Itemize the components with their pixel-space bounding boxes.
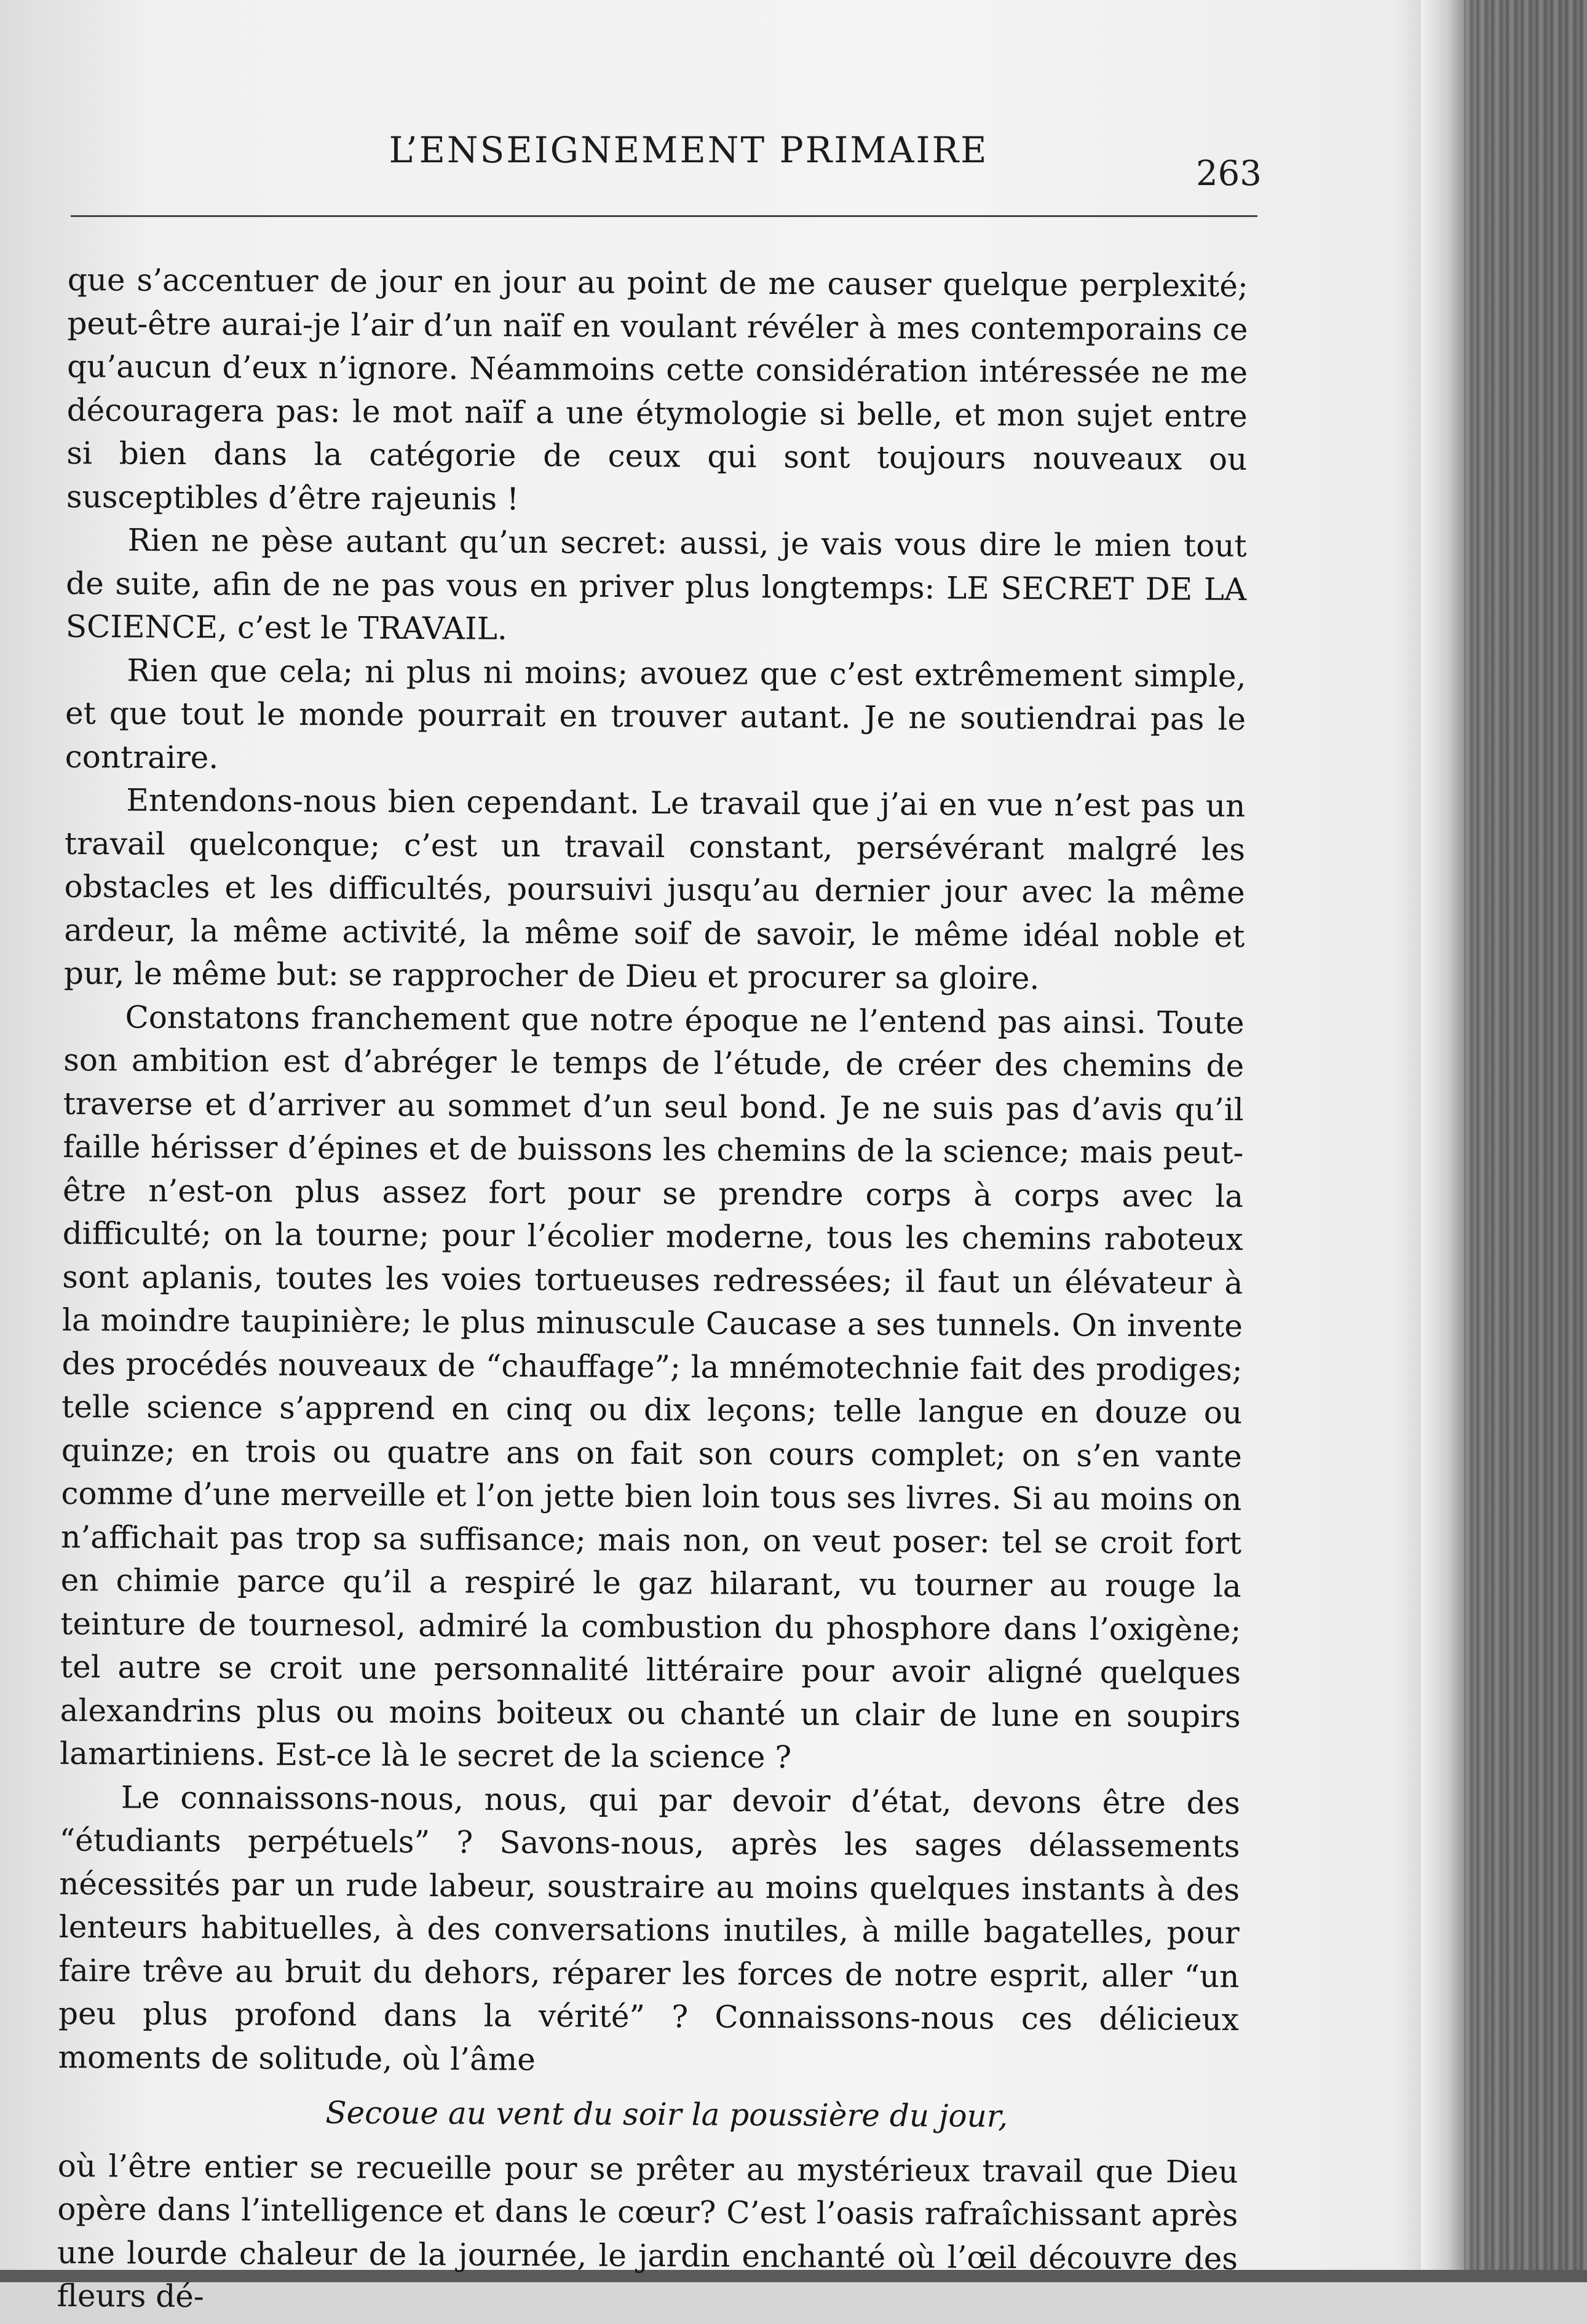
paragraph-continued: que s’accentuer de jour en jour au point de me causer quelque perplexité; peut-être aurai-je l’air d’un naïf en voulant révéler à mes contemporains ce qu’aucun d’eux n’ignore. Néammoins cette considération intéressée ne me découragera pas: le mot naïf a une étymologie si belle, et mon sujet entre si bien dans la catégorie de ceux qui sont toujours nouveaux ou susceptibles d’être rajeunis !: [66, 261, 1248, 517]
paragraph: Rien ne pèse autant qu’un secret: aussi, je vais vous dire le mien tout de suite, afin de ne pas vous en priver plus longtemps: LE SECRET DE LA SCIENCE, c’est le TRAVAIL.: [65, 522, 1247, 647]
closing-paragraph: où l’être entier se recueille pour se prêter au mystérieux travail que Dieu opère dans l’intelligence et dans le cœur? C’est l’oasis rafraîchissant après une lourde chaleur de la journée, le jardin enchanté où l’œil découvre des fleurs dé-: [57, 2148, 1238, 2315]
paragraph: Rien que cela; ni plus ni moins; avouez que c’est extrêmement simple, et que tout le monde pourrait en trouver autant. Je ne soutiendrai pas le contraire.: [65, 652, 1246, 775]
header-rule: [71, 215, 1257, 217]
body-text: [57, 258, 1248, 2324]
page-gutter-shadow: [1421, 0, 1464, 2282]
running-title: L’ENSEIGNEMENT PRIMAIRE: [389, 129, 989, 171]
running-head: [0, 129, 1587, 194]
book-fore-edge: [1464, 0, 1587, 2282]
verse-quotation: Secoue au vent du soir la poussière du jour,: [325, 2095, 1008, 2135]
paragraph: Entendons-nous bien cependant. Le travail que j’ai en vue n’est pas un travail quelconque; c’est un travail constant, persévérant malgré les obstacles et les difficultés, poursuivi jusqu’au dernier jour avec la même ardeur, la même activité, la même soif de savoir, le même idéal noble et pur, le même but: se rapprocher de Dieu et procurer sa gloire.: [63, 782, 1246, 997]
paragraph: Le connaissons-nous, nous, qui par devoir d’état, devons être des “étudiants perpétuels” ? Savons-nous, après les sages délassements nécessités par un rude labeur, soustraire au moins quelques instants à des lenteurs habituelles, à des conversations inutiles, à mille bagatelles, pour faire trêve au bruit du dehors, réparer les forces de notre esprit, aller “un peu plus profond dans la vérité” ? Connaissons-nous ces délicieux moments de solitude, où l’âme: [58, 1779, 1241, 2077]
page-number: 263: [1196, 154, 1262, 194]
paragraph: Constatons franchement que notre époque ne l’entend pas ainsi. Toute son ambition est d’abréger le temps de l’étude, de créer des chemins de traverse et d’arriver au sommet d’un seul bond. Je ne suis pas d’avis qu’il faille hérisser d’épines et de buissons les chemins de la science; mais peut-être n’est-on plus assez fort pour se prendre corps à corps avec la difficulté; on la tourne; pour l’écolier moderne, tous les chemins raboteux sont aplanis, toutes les voies tortueuses redressées; il faut un élévateur à la moindre taupinière; le plus minuscule Caucase a ses tunnels. On invente des procédés nouveaux de “chauffage”; la mnémotechnie fait des prodiges; telle science s’apprend en cinq ou dix leçons; telle langue en douze ou quinze; en trois ou quatre ans on fait son cours complet; on s’en vante comme d’une merveille et l’on jette bien loin tous ses livres. Si au moins on n’affichait pas trop sa suffisance; mais non, on veut poser: tel se croit fort en chimie parce qu’il a respiré le gaz hilarant, vu tourner au rouge la teinture de tournesol, admiré la combustion du phosphore dans l’oxigène; tel autre se croit une personnalité littéraire pour avoir aligné quelques alexandrins plus ou moins boiteux ou chanté un clair de lune en soupirs lamartiniens. Est-ce là le secret de la science ?: [60, 999, 1245, 1776]
